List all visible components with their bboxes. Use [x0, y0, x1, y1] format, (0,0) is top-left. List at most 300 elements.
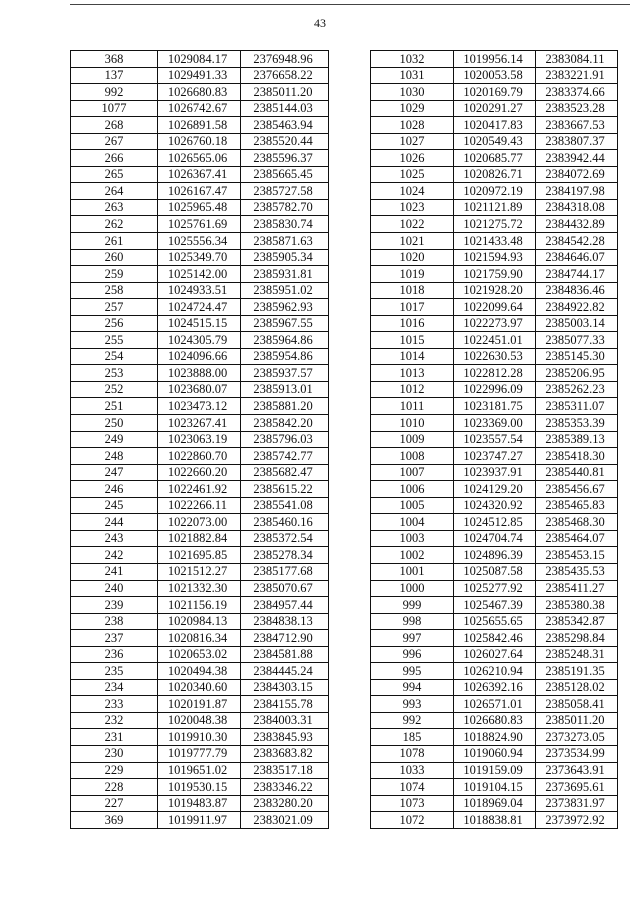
table-row	[371, 299, 618, 316]
y-coordinate-cell: 2384003.31	[241, 712, 329, 729]
x-coordinate-cell: 1022860.70	[158, 448, 241, 465]
table-row	[71, 233, 329, 250]
x-coordinate-cell: 1018969.04	[454, 795, 536, 812]
point-number-cell: 1012	[371, 381, 454, 398]
y-coordinate-cell: 2383942.44	[536, 150, 618, 167]
y-coordinate-cell: 2384318.08	[536, 199, 618, 216]
y-coordinate-cell: 2385456.67	[536, 481, 618, 498]
point-number-cell: 242	[71, 547, 158, 564]
y-coordinate-cell: 2385464.07	[536, 530, 618, 547]
table-row	[71, 762, 329, 779]
point-number-cell: 1014	[371, 348, 454, 365]
table-row	[71, 779, 329, 796]
table-row	[371, 381, 618, 398]
point-number-cell: 1001	[371, 563, 454, 580]
y-coordinate-cell: 2373695.61	[536, 779, 618, 796]
table-row	[371, 67, 618, 84]
x-coordinate-cell: 1021121.89	[454, 199, 536, 216]
table-row	[71, 415, 329, 432]
x-coordinate-cell: 1023181.75	[454, 398, 536, 415]
point-number-cell: 232	[71, 712, 158, 729]
x-coordinate-cell: 1021759.90	[454, 266, 536, 283]
y-coordinate-cell: 2384072.69	[536, 166, 618, 183]
y-coordinate-cell: 2385964.86	[241, 332, 329, 349]
x-coordinate-cell: 1025842.46	[454, 630, 536, 647]
x-coordinate-cell: 1020417.83	[454, 117, 536, 134]
point-number-cell: 992	[371, 712, 454, 729]
y-coordinate-cell: 2385144.03	[241, 100, 329, 117]
y-coordinate-cell: 2384712.90	[241, 630, 329, 647]
y-coordinate-cell: 2376948.96	[241, 51, 329, 68]
y-coordinate-cell: 2385463.94	[241, 117, 329, 134]
point-number-cell: 235	[71, 663, 158, 680]
table-row	[71, 712, 329, 729]
table-row	[71, 745, 329, 762]
point-number-cell: 241	[71, 563, 158, 580]
point-number-cell: 248	[71, 448, 158, 465]
y-coordinate-cell: 2385311.07	[536, 398, 618, 415]
point-number-cell: 268	[71, 117, 158, 134]
x-coordinate-cell: 1023473.12	[158, 398, 241, 415]
table-row	[371, 514, 618, 531]
table-row	[71, 199, 329, 216]
y-coordinate-cell: 2384445.24	[241, 663, 329, 680]
x-coordinate-cell: 1021512.27	[158, 563, 241, 580]
point-number-cell: 998	[371, 613, 454, 630]
point-number-cell: 253	[71, 365, 158, 382]
table-row	[371, 315, 618, 332]
table-row	[371, 199, 618, 216]
y-coordinate-cell: 2385380.38	[536, 597, 618, 614]
x-coordinate-cell: 1024320.92	[454, 497, 536, 514]
table-row	[371, 563, 618, 580]
y-coordinate-cell: 2384957.44	[241, 597, 329, 614]
point-number-cell: 1021	[371, 233, 454, 250]
point-number-cell: 249	[71, 431, 158, 448]
point-number-cell: 265	[71, 166, 158, 183]
x-coordinate-cell: 1026210.94	[454, 663, 536, 680]
table-row	[71, 663, 329, 680]
point-number-cell: 995	[371, 663, 454, 680]
table-row	[71, 563, 329, 580]
x-coordinate-cell: 1020826.71	[454, 166, 536, 183]
x-coordinate-cell: 1019060.94	[454, 745, 536, 762]
y-coordinate-cell: 2384303.15	[241, 679, 329, 696]
point-number-cell: 368	[71, 51, 158, 68]
table-row	[371, 415, 618, 432]
x-coordinate-cell: 1019104.15	[454, 779, 536, 796]
x-coordinate-cell: 1026367.41	[158, 166, 241, 183]
x-coordinate-cell: 1023267.41	[158, 415, 241, 432]
x-coordinate-cell: 1022812.28	[454, 365, 536, 382]
table-row	[371, 150, 618, 167]
x-coordinate-cell: 1023680.07	[158, 381, 241, 398]
y-coordinate-cell: 2385206.95	[536, 365, 618, 382]
table-row	[371, 216, 618, 233]
y-coordinate-cell: 2385541.08	[241, 497, 329, 514]
point-number-cell: 261	[71, 233, 158, 250]
x-coordinate-cell: 1029491.33	[158, 67, 241, 84]
y-coordinate-cell: 2385951.02	[241, 282, 329, 299]
table-row	[71, 464, 329, 481]
y-coordinate-cell: 2385520.44	[241, 133, 329, 150]
table-row	[371, 696, 618, 713]
point-number-cell: 1033	[371, 762, 454, 779]
point-number-cell: 246	[71, 481, 158, 498]
point-number-cell: 1008	[371, 448, 454, 465]
x-coordinate-cell: 1022099.64	[454, 299, 536, 316]
point-number-cell: 1004	[371, 514, 454, 531]
y-coordinate-cell: 2373643.91	[536, 762, 618, 779]
x-coordinate-cell: 1019777.79	[158, 745, 241, 762]
point-number-cell: 257	[71, 299, 158, 316]
x-coordinate-cell: 1019483.87	[158, 795, 241, 812]
y-coordinate-cell: 2383221.91	[536, 67, 618, 84]
table-row	[71, 365, 329, 382]
point-number-cell: 254	[71, 348, 158, 365]
table-row	[371, 464, 618, 481]
header-rule	[70, 4, 630, 5]
y-coordinate-cell: 2383845.93	[241, 729, 329, 746]
y-coordinate-cell: 2385465.83	[536, 497, 618, 514]
point-number-cell: 245	[71, 497, 158, 514]
y-coordinate-cell: 2384646.07	[536, 249, 618, 266]
point-number-cell: 1009	[371, 431, 454, 448]
y-coordinate-cell: 2373831.97	[536, 795, 618, 812]
point-number-cell: 993	[371, 696, 454, 713]
x-coordinate-cell: 1020053.58	[454, 67, 536, 84]
table-row	[71, 646, 329, 663]
table-row	[371, 812, 618, 829]
x-coordinate-cell: 1026742.67	[158, 100, 241, 117]
table-row	[371, 84, 618, 101]
point-number-cell: 255	[71, 332, 158, 349]
y-coordinate-cell: 2376658.22	[241, 67, 329, 84]
y-coordinate-cell: 2384581.88	[241, 646, 329, 663]
x-coordinate-cell: 1025277.92	[454, 580, 536, 597]
point-number-cell: 1011	[371, 398, 454, 415]
point-number-cell: 1010	[371, 415, 454, 432]
point-number-cell: 996	[371, 646, 454, 663]
table-row	[371, 183, 618, 200]
x-coordinate-cell: 1020549.43	[454, 133, 536, 150]
y-coordinate-cell: 2384836.46	[536, 282, 618, 299]
table-row	[71, 166, 329, 183]
x-coordinate-cell: 1024129.20	[454, 481, 536, 498]
table-row	[71, 249, 329, 266]
point-number-cell: 262	[71, 216, 158, 233]
table-row	[371, 431, 618, 448]
y-coordinate-cell: 2385615.22	[241, 481, 329, 498]
x-coordinate-cell: 1025761.69	[158, 216, 241, 233]
point-number-cell: 1025	[371, 166, 454, 183]
point-number-cell: 227	[71, 795, 158, 812]
table-row	[371, 166, 618, 183]
y-coordinate-cell: 2385931.81	[241, 266, 329, 283]
x-coordinate-cell: 1020048.38	[158, 712, 241, 729]
y-coordinate-cell: 2385967.55	[241, 315, 329, 332]
point-number-cell: 1031	[371, 67, 454, 84]
table-row	[371, 348, 618, 365]
point-number-cell: 233	[71, 696, 158, 713]
table-row	[71, 315, 329, 332]
x-coordinate-cell: 1020984.13	[158, 613, 241, 630]
point-number-cell: 258	[71, 282, 158, 299]
y-coordinate-cell: 2385468.30	[536, 514, 618, 531]
point-number-cell: 267	[71, 133, 158, 150]
table-row	[371, 133, 618, 150]
x-coordinate-cell: 1029084.17	[158, 51, 241, 68]
table-row	[371, 398, 618, 415]
table-row	[371, 679, 618, 696]
x-coordinate-cell: 1026680.83	[454, 712, 536, 729]
point-number-cell: 266	[71, 150, 158, 167]
x-coordinate-cell: 1022996.09	[454, 381, 536, 398]
table-row	[371, 613, 618, 630]
x-coordinate-cell: 1019911.97	[158, 812, 241, 829]
point-number-cell: 240	[71, 580, 158, 597]
point-number-cell: 250	[71, 415, 158, 432]
point-number-cell: 1020	[371, 249, 454, 266]
x-coordinate-cell: 1020972.19	[454, 183, 536, 200]
table-row	[71, 216, 329, 233]
x-coordinate-cell: 1024724.47	[158, 299, 241, 316]
x-coordinate-cell: 1024896.39	[454, 547, 536, 564]
x-coordinate-cell: 1020816.34	[158, 630, 241, 647]
table-row	[371, 481, 618, 498]
point-number-cell: 1073	[371, 795, 454, 812]
table-row	[71, 514, 329, 531]
x-coordinate-cell: 1022451.01	[454, 332, 536, 349]
y-coordinate-cell: 2383374.66	[536, 84, 618, 101]
y-coordinate-cell: 2385248.31	[536, 646, 618, 663]
table-body-right	[371, 51, 618, 829]
x-coordinate-cell: 1024512.85	[454, 514, 536, 531]
point-number-cell: 1077	[71, 100, 158, 117]
point-number-cell: 1026	[371, 150, 454, 167]
table-row	[371, 646, 618, 663]
x-coordinate-cell: 1020494.38	[158, 663, 241, 680]
table-row	[371, 663, 618, 680]
table-row	[71, 431, 329, 448]
y-coordinate-cell: 2385727.58	[241, 183, 329, 200]
x-coordinate-cell: 1023937.91	[454, 464, 536, 481]
point-number-cell: 1016	[371, 315, 454, 332]
x-coordinate-cell: 1021928.20	[454, 282, 536, 299]
y-coordinate-cell: 2384744.17	[536, 266, 618, 283]
y-coordinate-cell: 2385881.20	[241, 398, 329, 415]
x-coordinate-cell: 1023888.00	[158, 365, 241, 382]
point-number-cell: 1028	[371, 117, 454, 134]
y-coordinate-cell: 2385411.27	[536, 580, 618, 597]
x-coordinate-cell: 1024096.66	[158, 348, 241, 365]
table-body-left	[71, 51, 329, 829]
point-number-cell: 252	[71, 381, 158, 398]
table-row	[71, 100, 329, 117]
point-number-cell: 251	[71, 398, 158, 415]
x-coordinate-cell: 1026027.64	[454, 646, 536, 663]
point-number-cell: 1074	[371, 779, 454, 796]
point-number-cell: 264	[71, 183, 158, 200]
point-number-cell: 244	[71, 514, 158, 531]
x-coordinate-cell: 1018824.90	[454, 729, 536, 746]
table-row	[71, 729, 329, 746]
table-row	[371, 249, 618, 266]
y-coordinate-cell: 2385278.34	[241, 547, 329, 564]
y-coordinate-cell: 2385298.84	[536, 630, 618, 647]
table-row	[371, 233, 618, 250]
table-row	[371, 365, 618, 382]
x-coordinate-cell: 1025087.58	[454, 563, 536, 580]
x-coordinate-cell: 1021882.84	[158, 530, 241, 547]
point-number-cell: 229	[71, 762, 158, 779]
y-coordinate-cell: 2385128.02	[536, 679, 618, 696]
x-coordinate-cell: 1019159.09	[454, 762, 536, 779]
point-number-cell: 236	[71, 646, 158, 663]
x-coordinate-cell: 1023747.27	[454, 448, 536, 465]
y-coordinate-cell: 2385796.03	[241, 431, 329, 448]
x-coordinate-cell: 1026760.18	[158, 133, 241, 150]
point-number-cell: 237	[71, 630, 158, 647]
table-row	[371, 117, 618, 134]
x-coordinate-cell: 1019956.14	[454, 51, 536, 68]
y-coordinate-cell: 2385191.35	[536, 663, 618, 680]
table-row	[71, 448, 329, 465]
table-row	[371, 745, 618, 762]
x-coordinate-cell: 1020169.79	[454, 84, 536, 101]
table-row	[71, 299, 329, 316]
table-row	[371, 547, 618, 564]
page-number: 43	[314, 16, 326, 30]
point-number-cell: 1003	[371, 530, 454, 547]
table-row	[71, 613, 329, 630]
table-row	[71, 381, 329, 398]
point-number-cell: 994	[371, 679, 454, 696]
x-coordinate-cell: 1024933.51	[158, 282, 241, 299]
y-coordinate-cell: 2383667.53	[536, 117, 618, 134]
table-row	[71, 481, 329, 498]
point-number-cell: 234	[71, 679, 158, 696]
table-row	[371, 630, 618, 647]
point-number-cell: 999	[371, 597, 454, 614]
table-row	[371, 580, 618, 597]
y-coordinate-cell: 2385871.63	[241, 233, 329, 250]
y-coordinate-cell: 2384432.89	[536, 216, 618, 233]
point-number-cell: 1023	[371, 199, 454, 216]
x-coordinate-cell: 1026891.58	[158, 117, 241, 134]
y-coordinate-cell: 2383346.22	[241, 779, 329, 796]
point-number-cell: 1072	[371, 812, 454, 829]
x-coordinate-cell: 1026167.47	[158, 183, 241, 200]
x-coordinate-cell: 1026565.06	[158, 150, 241, 167]
y-coordinate-cell: 2385011.20	[241, 84, 329, 101]
x-coordinate-cell: 1023557.54	[454, 431, 536, 448]
table-row	[371, 448, 618, 465]
x-coordinate-cell: 1021594.93	[454, 249, 536, 266]
y-coordinate-cell: 2373972.92	[536, 812, 618, 829]
table-row	[71, 547, 329, 564]
x-coordinate-cell: 1020291.27	[454, 100, 536, 117]
point-number-cell: 369	[71, 812, 158, 829]
y-coordinate-cell: 2385435.53	[536, 563, 618, 580]
coordinates-table-left	[70, 50, 329, 829]
y-coordinate-cell: 2384197.98	[536, 183, 618, 200]
table-row	[371, 51, 618, 68]
y-coordinate-cell: 2385145.30	[536, 348, 618, 365]
x-coordinate-cell: 1025655.65	[454, 613, 536, 630]
y-coordinate-cell: 2385011.20	[536, 712, 618, 729]
table-row	[71, 597, 329, 614]
x-coordinate-cell: 1022630.53	[454, 348, 536, 365]
table-row	[371, 597, 618, 614]
y-coordinate-cell: 2383807.37	[536, 133, 618, 150]
y-coordinate-cell: 2384155.78	[241, 696, 329, 713]
x-coordinate-cell: 1026571.01	[454, 696, 536, 713]
table-row	[371, 266, 618, 283]
point-number-cell: 260	[71, 249, 158, 266]
point-number-cell: 1030	[371, 84, 454, 101]
point-number-cell: 997	[371, 630, 454, 647]
y-coordinate-cell: 2383683.82	[241, 745, 329, 762]
y-coordinate-cell: 2384542.28	[536, 233, 618, 250]
table-row	[371, 762, 618, 779]
table-row	[371, 530, 618, 547]
point-number-cell: 1019	[371, 266, 454, 283]
coordinates-table-right	[370, 50, 618, 829]
point-number-cell: 1027	[371, 133, 454, 150]
table-row	[71, 67, 329, 84]
table-row	[71, 348, 329, 365]
table-row	[71, 630, 329, 647]
y-coordinate-cell: 2385596.37	[241, 150, 329, 167]
point-number-cell: 243	[71, 530, 158, 547]
table-row	[71, 51, 329, 68]
point-number-cell: 1006	[371, 481, 454, 498]
table-row	[71, 332, 329, 349]
y-coordinate-cell: 2385418.30	[536, 448, 618, 465]
table-row	[71, 696, 329, 713]
y-coordinate-cell: 2383084.11	[536, 51, 618, 68]
table-row	[371, 497, 618, 514]
point-number-cell: 1018	[371, 282, 454, 299]
y-coordinate-cell: 2385058.41	[536, 696, 618, 713]
x-coordinate-cell: 1024305.79	[158, 332, 241, 349]
table-row	[71, 84, 329, 101]
point-number-cell: 1078	[371, 745, 454, 762]
point-number-cell: 238	[71, 613, 158, 630]
point-number-cell: 1017	[371, 299, 454, 316]
point-number-cell: 263	[71, 199, 158, 216]
table-row	[371, 712, 618, 729]
table-row	[71, 580, 329, 597]
x-coordinate-cell: 1023369.00	[454, 415, 536, 432]
y-coordinate-cell: 2385830.74	[241, 216, 329, 233]
y-coordinate-cell: 2385782.70	[241, 199, 329, 216]
table-row	[371, 332, 618, 349]
x-coordinate-cell: 1025349.70	[158, 249, 241, 266]
x-coordinate-cell: 1021275.72	[454, 216, 536, 233]
y-coordinate-cell: 2384838.13	[241, 613, 329, 630]
x-coordinate-cell: 1021156.19	[158, 597, 241, 614]
y-coordinate-cell: 2385460.16	[241, 514, 329, 531]
y-coordinate-cell: 2385913.01	[241, 381, 329, 398]
table-row	[371, 282, 618, 299]
point-number-cell: 259	[71, 266, 158, 283]
y-coordinate-cell: 2385905.34	[241, 249, 329, 266]
x-coordinate-cell: 1025965.48	[158, 199, 241, 216]
table-row	[371, 100, 618, 117]
x-coordinate-cell: 1018838.81	[454, 812, 536, 829]
